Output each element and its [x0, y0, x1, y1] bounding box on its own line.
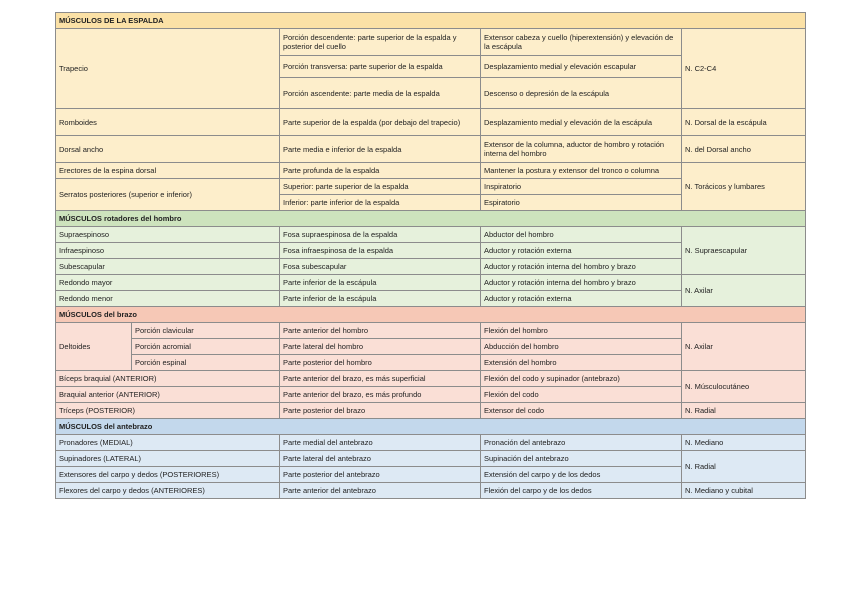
muscle-name: Tríceps (POSTERIOR)	[56, 403, 280, 419]
muscle-portion: Porción clavicular	[132, 323, 280, 339]
muscle-action: Desplazamiento medial y elevación de la escápula	[481, 109, 682, 136]
muscle-nerve: N. Dorsal de la escápula	[682, 109, 806, 136]
table-row	[56, 323, 806, 339]
muscle-action: Extensión del carpo y de los dedos	[481, 467, 682, 483]
muscle-name: Extensores del carpo y dedos (POSTERIORES)	[56, 467, 280, 483]
muscle-nerve: N. Mediano y cubital	[682, 483, 806, 499]
muscle-origin: Inferior: parte inferior de la espalda	[280, 195, 481, 211]
muscle-action: Abductor del hombro	[481, 227, 682, 243]
muscle-origin: Porción ascendente: parte media de la espalda	[280, 78, 481, 109]
muscle-origin: Parte inferior de la escápula	[280, 275, 481, 291]
section-title-suffix: del antebrazo	[101, 422, 153, 431]
table-row	[56, 451, 806, 467]
muscle-action: Extensor cabeza y cuello (hiperextensión) y elevación de la escápula	[481, 29, 682, 56]
muscle-action: Abducción del hombro	[481, 339, 682, 355]
muscle-portion: Porción acromial	[132, 339, 280, 355]
muscle-origin: Parte anterior del brazo, es más profundo	[280, 387, 481, 403]
muscle-origin: Parte anterior del antebrazo	[280, 483, 481, 499]
table-row	[56, 435, 806, 451]
muscle-origin: Superior: parte superior de la espalda	[280, 179, 481, 195]
muscle-action: Pronación del antebrazo	[481, 435, 682, 451]
muscle-action: Aductor y rotación interna del hombro y brazo	[481, 259, 682, 275]
table-row	[56, 136, 806, 163]
muscle-origin: Fosa supraespinosa de la espalda	[280, 227, 481, 243]
table-row	[56, 163, 806, 179]
muscle-action: Espiratorio	[481, 195, 682, 211]
section-header-brazo	[56, 307, 806, 323]
muscle-origin: Parte lateral del hombro	[280, 339, 481, 355]
muscle-action: Extensor del codo	[481, 403, 682, 419]
muscle-name: Serratos posteriores (superior e inferior)	[56, 179, 280, 211]
section-title	[56, 419, 806, 435]
table-row	[56, 371, 806, 387]
section-title-prefix: MÚSCULOS	[59, 214, 102, 223]
muscle-action: Aductor y rotación interna del hombro y brazo	[481, 275, 682, 291]
section-title	[56, 13, 806, 29]
muscle-name: Dorsal ancho	[56, 136, 280, 163]
muscle-action: Supinación del antebrazo	[481, 451, 682, 467]
muscle-origin: Fosa infraespinosa de la espalda	[280, 243, 481, 259]
muscle-name: Pronadores (MEDIAL)	[56, 435, 280, 451]
muscle-action: Aductor y rotación externa	[481, 243, 682, 259]
table-row	[56, 403, 806, 419]
muscle-origin: Fosa subescapular	[280, 259, 481, 275]
muscle-origin: Parte inferior de la escápula	[280, 291, 481, 307]
muscle-name: Braquial anterior (ANTERIOR)	[56, 387, 280, 403]
muscle-name: Supraespinoso	[56, 227, 280, 243]
muscle-action: Flexión del hombro	[481, 323, 682, 339]
muscle-action: Flexión del carpo y de los dedos	[481, 483, 682, 499]
table-row	[56, 227, 806, 243]
muscle-nerve: N. Axilar	[682, 323, 806, 371]
muscle-portion: Porción espinal	[132, 355, 280, 371]
muscle-nerve: N. Mediano	[682, 435, 806, 451]
table-row	[56, 29, 806, 56]
muscle-action: Flexión del codo	[481, 387, 682, 403]
section-title-suffix: del brazo	[101, 310, 137, 319]
muscle-name: Flexores del carpo y dedos (ANTERIORES)	[56, 483, 280, 499]
muscle-origin: Parte profunda de la espalda	[280, 163, 481, 179]
muscle-action: Desplazamiento medial y elevación escapular	[481, 56, 682, 78]
muscle-nerve: N. Torácicos y lumbares	[682, 163, 806, 211]
section-header-espalda	[56, 13, 806, 29]
muscle-action: Aductor y rotación externa	[481, 291, 682, 307]
muscle-name: Subescapular	[56, 259, 280, 275]
section-title-prefix: MÚSCULOS	[59, 16, 102, 25]
section-title	[56, 211, 806, 227]
muscle-origin: Parte medial del antebrazo	[280, 435, 481, 451]
muscles-table	[55, 12, 806, 499]
muscle-name: Erectores de la espina dorsal	[56, 163, 280, 179]
muscle-nerve: N. del Dorsal ancho	[682, 136, 806, 163]
section-title-prefix: MÚSCULOS	[59, 310, 102, 319]
muscle-name: Deltoides	[56, 323, 132, 371]
muscle-name: Supinadores (LATERAL)	[56, 451, 280, 467]
table-row	[56, 275, 806, 291]
muscle-action: Mantener la postura y extensor del tronco o columna	[481, 163, 682, 179]
muscle-nerve: N. Radial	[682, 451, 806, 483]
section-title-prefix: MÚSCULOS	[59, 422, 102, 431]
muscle-origin: Parte superior de la espalda (por debajo del trapecio)	[280, 109, 481, 136]
muscle-name: Trapecio	[56, 29, 280, 109]
muscle-action: Extensión del hombro	[481, 355, 682, 371]
muscle-name: Redondo mayor	[56, 275, 280, 291]
section-header-antebrazo	[56, 419, 806, 435]
muscle-origin: Parte anterior del brazo, es más superficial	[280, 371, 481, 387]
table-row	[56, 109, 806, 136]
muscle-origin: Parte lateral del antebrazo	[280, 451, 481, 467]
muscle-name: Bíceps braquial (ANTERIOR)	[56, 371, 280, 387]
muscle-name: Romboides	[56, 109, 280, 136]
muscle-action: Flexión del codo y supinador (antebrazo)	[481, 371, 682, 387]
section-header-hombro	[56, 211, 806, 227]
muscle-origin: Parte media e inferior de la espalda	[280, 136, 481, 163]
section-title	[56, 307, 806, 323]
table-row	[56, 483, 806, 499]
muscle-nerve: N. Supraescapular	[682, 227, 806, 275]
muscle-name: Infraespinoso	[56, 243, 280, 259]
muscle-origin: Porción descendente: parte superior de la espalda y posterior del cuello	[280, 29, 481, 56]
muscle-action: Descenso o depresión de la escápula	[481, 78, 682, 109]
muscle-nerve: N. C2-C4	[682, 29, 806, 109]
section-title-suffix: DE LA ESPALDA	[101, 16, 164, 25]
muscle-origin: Parte posterior del hombro	[280, 355, 481, 371]
muscle-origin: Parte posterior del brazo	[280, 403, 481, 419]
muscle-nerve: N. Radial	[682, 403, 806, 419]
muscle-origin: Parte anterior del hombro	[280, 323, 481, 339]
muscle-origin: Parte posterior del antebrazo	[280, 467, 481, 483]
muscle-nerve: N. Axilar	[682, 275, 806, 307]
muscle-action: Extensor de la columna, aductor de hombro y rotación interna del hombro	[481, 136, 682, 163]
section-title-suffix: rotadores del hombro	[101, 214, 182, 223]
muscle-name: Redondo menor	[56, 291, 280, 307]
muscle-origin: Porción transversa: parte superior de la espalda	[280, 56, 481, 78]
muscle-action: Inspiratorio	[481, 179, 682, 195]
muscle-nerve: N. Músculocutáneo	[682, 371, 806, 403]
